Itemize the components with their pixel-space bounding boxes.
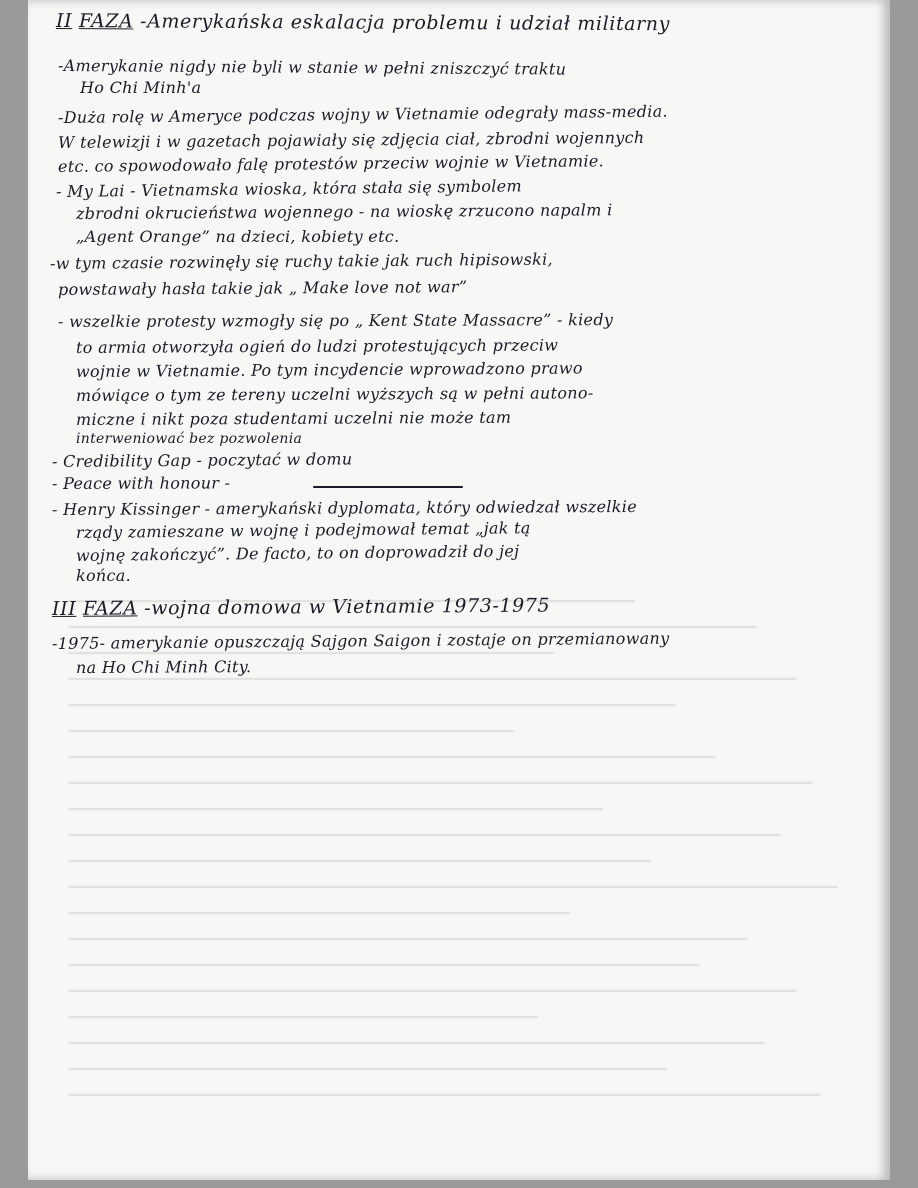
note-line: - Credibility Gap - poczytać w domu bbox=[51, 449, 353, 471]
note-line: - wszelkie protesty wzmogły się po „ Kent State Massacre” - kiedy bbox=[57, 310, 614, 331]
note-line: wojnę zakończyć”. De facto, to on doprowadził do jej bbox=[75, 541, 520, 565]
note-line: Ho Chi Minh'a bbox=[80, 78, 202, 97]
note-line: - Henry Kissinger - amerykański dyplomata, który odwiedzał wszelkie bbox=[51, 496, 638, 519]
note-line: - Peace with honour - bbox=[51, 473, 231, 493]
note-line: -Duża rolę w Ameryce podczas wojny w Vietnamie odegrały mass-media. bbox=[57, 101, 668, 127]
phase-2-numeral: II bbox=[55, 10, 73, 33]
note-line: to armia otworzyła ogień do ludzi protestujących przeciw bbox=[75, 335, 559, 357]
note-line: -1975- amerykanie opuszczają Sajgon Saigon i zostaje on przemianowany bbox=[51, 628, 670, 653]
show-through-text bbox=[68, 600, 878, 1160]
note-line: miczne i nikt poza studentami uczelni nie może tam bbox=[75, 407, 512, 429]
phase-3-heading bbox=[51, 594, 551, 620]
note-line: na Ho Chi Minh City. bbox=[75, 657, 252, 677]
phase-2-title: -Amerykańska eskalacja problemu i udział militarny bbox=[140, 10, 671, 36]
blank-line-stroke bbox=[313, 486, 463, 488]
phase-2-label: FAZA bbox=[78, 10, 134, 33]
phase-3-title: -wojna domowa w Vietnamie 1973-1975 bbox=[144, 594, 551, 620]
phase-3-numeral: III bbox=[51, 597, 77, 620]
note-line: „Agent Orange” na dzieci, kobiety etc. bbox=[76, 227, 400, 246]
note-line: zbrodni okrucieństwa wojennego - na wioskę zrzucono napalm i bbox=[75, 200, 613, 223]
note-line: - My Lai - Vietnamska wioska, która stała się symbolem bbox=[55, 176, 523, 201]
note-line: -Amerykanie nigdy nie byli w stanie w pełni zniszczyć traktu bbox=[57, 56, 567, 79]
note-line: rządy zamieszane w wojnę i podejmował temat „jak tą bbox=[75, 518, 531, 542]
phase-3-label: FAZA bbox=[82, 597, 138, 620]
note-line: wojnie w Vietnamie. Po tym incydencie wprowadzono prawo bbox=[75, 358, 583, 381]
note-line: etc. co spowodowało falę protestów przeciw wojnie w Vietnamie. bbox=[57, 151, 605, 176]
note-line: powstawały hasła takie jak „ Make love not war” bbox=[57, 277, 468, 299]
phase-2-heading bbox=[56, 12, 670, 34]
note-line: -w tym czasie rozwinęły się ruchy takie jak ruch hipisowski, bbox=[49, 249, 553, 273]
note-line: interweniować bez pozwolenia bbox=[76, 431, 303, 447]
note-line: mówiące o tym ze tereny uczelni wyższych są w pełni autono- bbox=[75, 383, 594, 405]
notebook-page bbox=[28, 0, 890, 1180]
note-line: W telewizji i w gazetach pojawiały się zdjęcia ciał, zbrodni wojennych bbox=[57, 127, 645, 152]
note-line: końca. bbox=[76, 566, 132, 585]
